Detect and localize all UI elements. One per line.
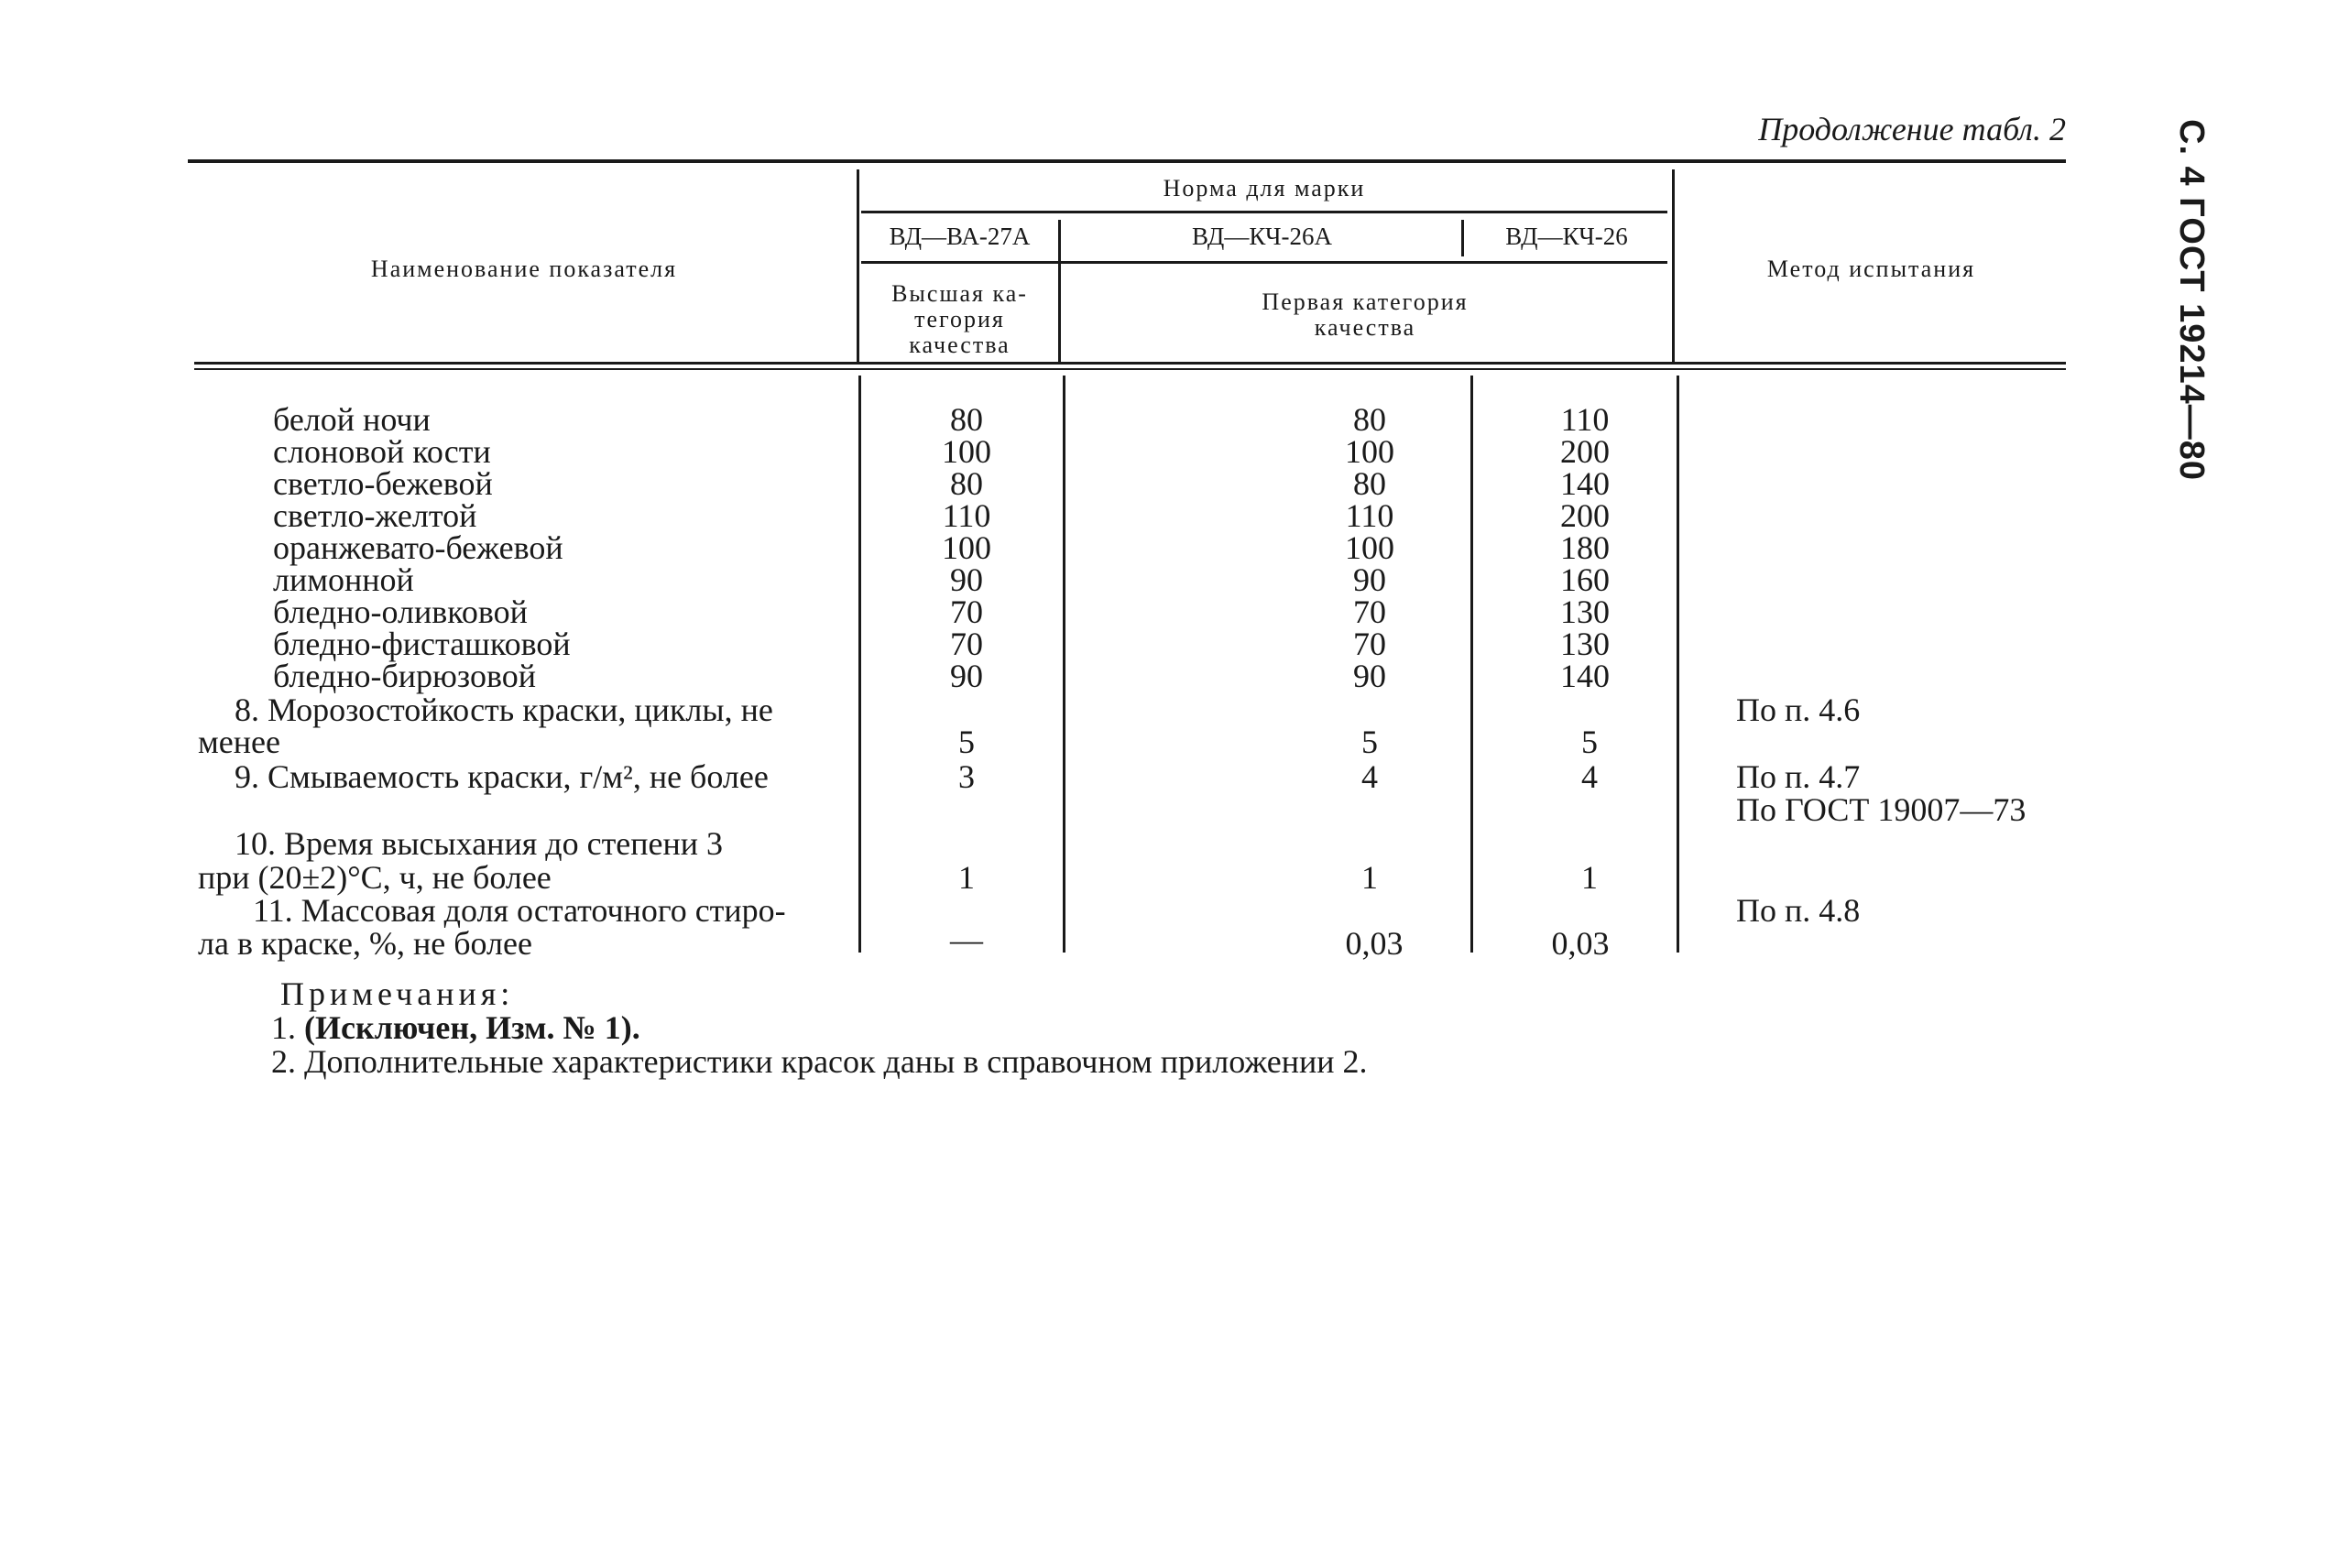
header-category-2: Первая категория качества xyxy=(1262,289,1469,341)
header-brand-1: ВД—ВА-27А xyxy=(889,223,1031,250)
value-brand-2: 5 xyxy=(1361,724,1378,760)
header-bottom-rule-2 xyxy=(194,368,2066,370)
value-brand-1: 80 xyxy=(950,465,983,502)
indicator-line-1: 9. Смываемость краски, г/м², не более xyxy=(235,758,769,795)
value-brand-3: 140 xyxy=(1560,465,1610,502)
notes-title: Примечания: xyxy=(280,975,515,1012)
value-brand-1: 90 xyxy=(950,561,983,598)
header-rule-brands xyxy=(861,261,1667,264)
value-brand-2: 110 xyxy=(1345,497,1394,534)
value-brand-1: 70 xyxy=(950,626,983,662)
value-brand-2: 90 xyxy=(1353,658,1386,694)
header-vrule-2 xyxy=(1058,220,1061,362)
header-method: Метод испытания xyxy=(1766,256,1976,282)
color-name: слоновой кости xyxy=(273,433,491,470)
color-name: светло-желтой xyxy=(273,497,477,534)
value-brand-1: 90 xyxy=(950,658,983,694)
indicator-line-2: менее xyxy=(198,724,280,760)
color-name: белой ночи xyxy=(273,401,431,438)
test-method: По ГОСТ 19007—73 xyxy=(1736,791,2027,828)
test-method: По п. 4.7 xyxy=(1736,758,1861,795)
value-brand-3: 130 xyxy=(1560,626,1610,662)
value-brand-3: 110 xyxy=(1560,401,1610,438)
note-1 xyxy=(271,1011,640,1044)
header-category-1: Высшая ка- тегория качества xyxy=(891,280,1028,358)
value-brand-3: 5 xyxy=(1581,724,1598,760)
header-vrule-1 xyxy=(857,169,859,362)
value-brand-3: 180 xyxy=(1560,529,1610,566)
value-brand-2: 90 xyxy=(1353,561,1386,598)
note-1-number: 1. xyxy=(271,1009,296,1046)
value-brand-3: 1 xyxy=(1581,859,1598,896)
color-name: оранжевато-бежевой xyxy=(273,529,563,566)
value-brand-1: 80 xyxy=(950,401,983,438)
table-top-rule xyxy=(188,159,2066,163)
value-brand-2: 70 xyxy=(1353,593,1386,630)
value-brand-1: 5 xyxy=(958,724,975,760)
color-name: бледно-бирюзовой xyxy=(273,658,536,694)
value-brand-2: 1 xyxy=(1361,859,1378,896)
header-rule-norm xyxy=(861,211,1667,213)
value-brand-3: 0,03 xyxy=(1551,925,1610,962)
body-vrule-3 xyxy=(1470,376,1473,953)
header-vrule-4 xyxy=(1672,169,1675,362)
indicator-line-1: 8. Морозостойкость краски, циклы, не xyxy=(235,691,773,728)
value-brand-3: 160 xyxy=(1560,561,1610,598)
header-brand-2: ВД—КЧ-26А xyxy=(1191,223,1333,250)
value-brand-1: 100 xyxy=(942,433,991,470)
value-brand-2: 70 xyxy=(1353,626,1386,662)
value-brand-1: — xyxy=(950,921,983,958)
indicator-line-2: при (20±2)°С, ч, не более xyxy=(198,859,552,896)
value-brand-3: 200 xyxy=(1560,433,1610,470)
header-indicator: Наименование показателя xyxy=(370,256,678,282)
value-brand-1: 100 xyxy=(942,529,991,566)
value-brand-1: 70 xyxy=(950,593,983,630)
value-brand-2: 100 xyxy=(1345,433,1394,470)
indicator-line-2: ла в краске, %, не более xyxy=(198,925,532,962)
value-brand-2: 80 xyxy=(1353,465,1386,502)
value-brand-2: 80 xyxy=(1353,401,1386,438)
test-method: По п. 4.6 xyxy=(1736,691,1861,728)
value-brand-1: 1 xyxy=(958,859,975,896)
color-name: бледно-оливковой xyxy=(273,593,528,630)
header-bottom-rule-1 xyxy=(194,362,2066,365)
header-brand-3: ВД—КЧ-26 xyxy=(1505,223,1628,250)
indicator-line-1: 10. Время высыхания до степени 3 xyxy=(235,825,724,862)
value-brand-1: 3 xyxy=(958,758,975,795)
note-1-text: (Исключен, Изм. № 1). xyxy=(304,1009,640,1046)
body-vrule-2 xyxy=(1063,376,1065,953)
body-vrule-4 xyxy=(1677,376,1679,953)
value-brand-3: 130 xyxy=(1560,593,1610,630)
color-name: светло-бежевой xyxy=(273,465,493,502)
side-standard-label: С. 4 ГОСТ 19214—80 xyxy=(2172,119,2211,482)
value-brand-3: 200 xyxy=(1560,497,1610,534)
color-name: бледно-фисташковой xyxy=(273,626,571,662)
header-vrule-3 xyxy=(1461,220,1464,256)
value-brand-2: 100 xyxy=(1345,529,1394,566)
value-brand-2: 0,03 xyxy=(1345,925,1404,962)
value-brand-1: 110 xyxy=(942,497,991,534)
note-2: 2. Дополнительные характеристики красок даны в справочном приложении 2. xyxy=(271,1043,1368,1080)
value-brand-2: 4 xyxy=(1361,758,1378,795)
body-vrule-1 xyxy=(858,376,861,953)
value-brand-3: 140 xyxy=(1560,658,1610,694)
color-name: лимонной xyxy=(273,561,414,598)
header-norm-group: Норма для марки xyxy=(1163,175,1366,201)
continuation-caption: Продолжение табл. 2 xyxy=(1758,111,2066,147)
indicator-line-1: 11. Массовая доля остаточного стиро- xyxy=(253,892,786,929)
value-brand-3: 4 xyxy=(1581,758,1598,795)
test-method: По п. 4.8 xyxy=(1736,892,1861,929)
